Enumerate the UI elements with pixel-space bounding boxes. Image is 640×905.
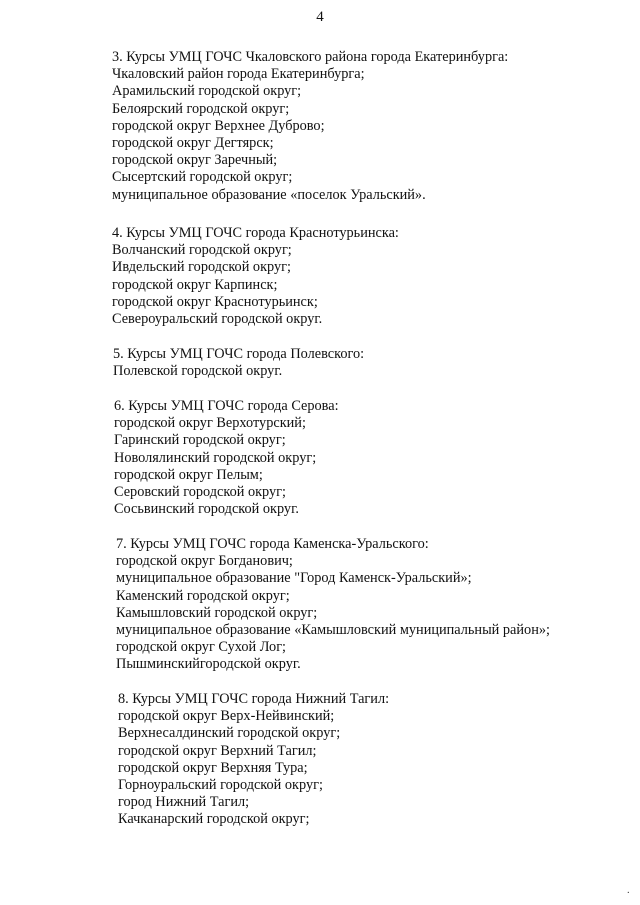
section-4 bbox=[112, 225, 399, 328]
list-item: Сысертский городской округ; bbox=[112, 169, 293, 186]
section-5 bbox=[113, 346, 364, 380]
list-item: городской округ Верхнее Дуброво; bbox=[112, 117, 325, 134]
section-heading: 5. Курсы УМЦ ГОЧС города Полевского: bbox=[113, 346, 365, 362]
section-heading: 4. Курсы УМЦ ГОЧС города Краснотурьинска: bbox=[112, 225, 399, 241]
list-item: городской округ Краснотурьинск; bbox=[112, 293, 318, 310]
section-heading: 7. Курсы УМЦ ГОЧС города Каменска-Уральского: bbox=[116, 536, 429, 552]
scan-edge-mark: · bbox=[626, 888, 630, 899]
list-item: Качканарский городской округ; bbox=[118, 811, 310, 828]
list-item: Волчанский городской округ; bbox=[112, 242, 292, 259]
section-3 bbox=[112, 49, 508, 204]
list-item: городской округ Верхотурский; bbox=[114, 415, 306, 432]
list-item: Камышловский городской округ; bbox=[116, 604, 318, 621]
section-8 bbox=[118, 691, 389, 829]
section-heading: 8. Курсы УМЦ ГОЧС города Нижний Тагил: bbox=[118, 691, 390, 707]
list-item: Ивдельский городской округ; bbox=[112, 259, 291, 276]
list-item: Белоярский городской округ; bbox=[112, 100, 290, 117]
list-item: Чкаловский район города Екатеринбурга; bbox=[112, 66, 365, 83]
list-item: Североуральский городской округ. bbox=[112, 310, 323, 327]
list-item: городской округ Верхняя Тура; bbox=[118, 759, 308, 776]
list-item: городской округ Верх-Нейвинский; bbox=[118, 708, 335, 725]
page-number: 4 bbox=[316, 9, 324, 25]
section-heading: 6. Курсы УМЦ ГОЧС города Серова: bbox=[114, 398, 339, 414]
list-item: Верхнесалдинский городской округ; bbox=[118, 725, 341, 742]
list-item: муниципальное образование «Камышловский муниципальный район»; bbox=[116, 621, 550, 638]
list-item: городской округ Карпинск; bbox=[112, 276, 278, 293]
list-item: городской округ Верхний Тагил; bbox=[118, 742, 317, 759]
list-item: город Нижний Тагил; bbox=[118, 794, 250, 811]
section-6 bbox=[114, 398, 339, 518]
section-heading: 3. Курсы УМЦ ГОЧС Чкаловского района города Екатеринбурга: bbox=[112, 49, 509, 65]
list-item: муниципальное образование «поселок Уральский». bbox=[112, 186, 426, 203]
list-item: Серовский городской округ; bbox=[114, 483, 286, 500]
list-item: городской округ Заречный; bbox=[112, 152, 278, 169]
list-item: Горноуральский городской округ; bbox=[118, 776, 323, 793]
list-item: городской округ Пелым; bbox=[114, 466, 263, 483]
list-item: Сосьвинский городской округ. bbox=[114, 501, 299, 518]
list-item: городской округ Сухой Лог; bbox=[116, 639, 287, 656]
list-item: Гаринский городской округ; bbox=[114, 432, 286, 449]
list-item: городской округ Богданович; bbox=[116, 553, 293, 570]
list-item: Пышминскийгородской округ. bbox=[116, 656, 301, 673]
list-item: городской округ Дегтярск; bbox=[112, 134, 274, 151]
list-item: Арамильский городской округ; bbox=[112, 83, 302, 100]
list-item: муниципальное образование "Город Каменск-Уральский»; bbox=[116, 570, 472, 587]
list-item: Новолялинский городской округ; bbox=[114, 449, 317, 466]
list-item: Каменский городской округ; bbox=[116, 587, 290, 604]
list-item: Полевской городской округ. bbox=[113, 363, 283, 380]
section-7 bbox=[116, 536, 550, 674]
